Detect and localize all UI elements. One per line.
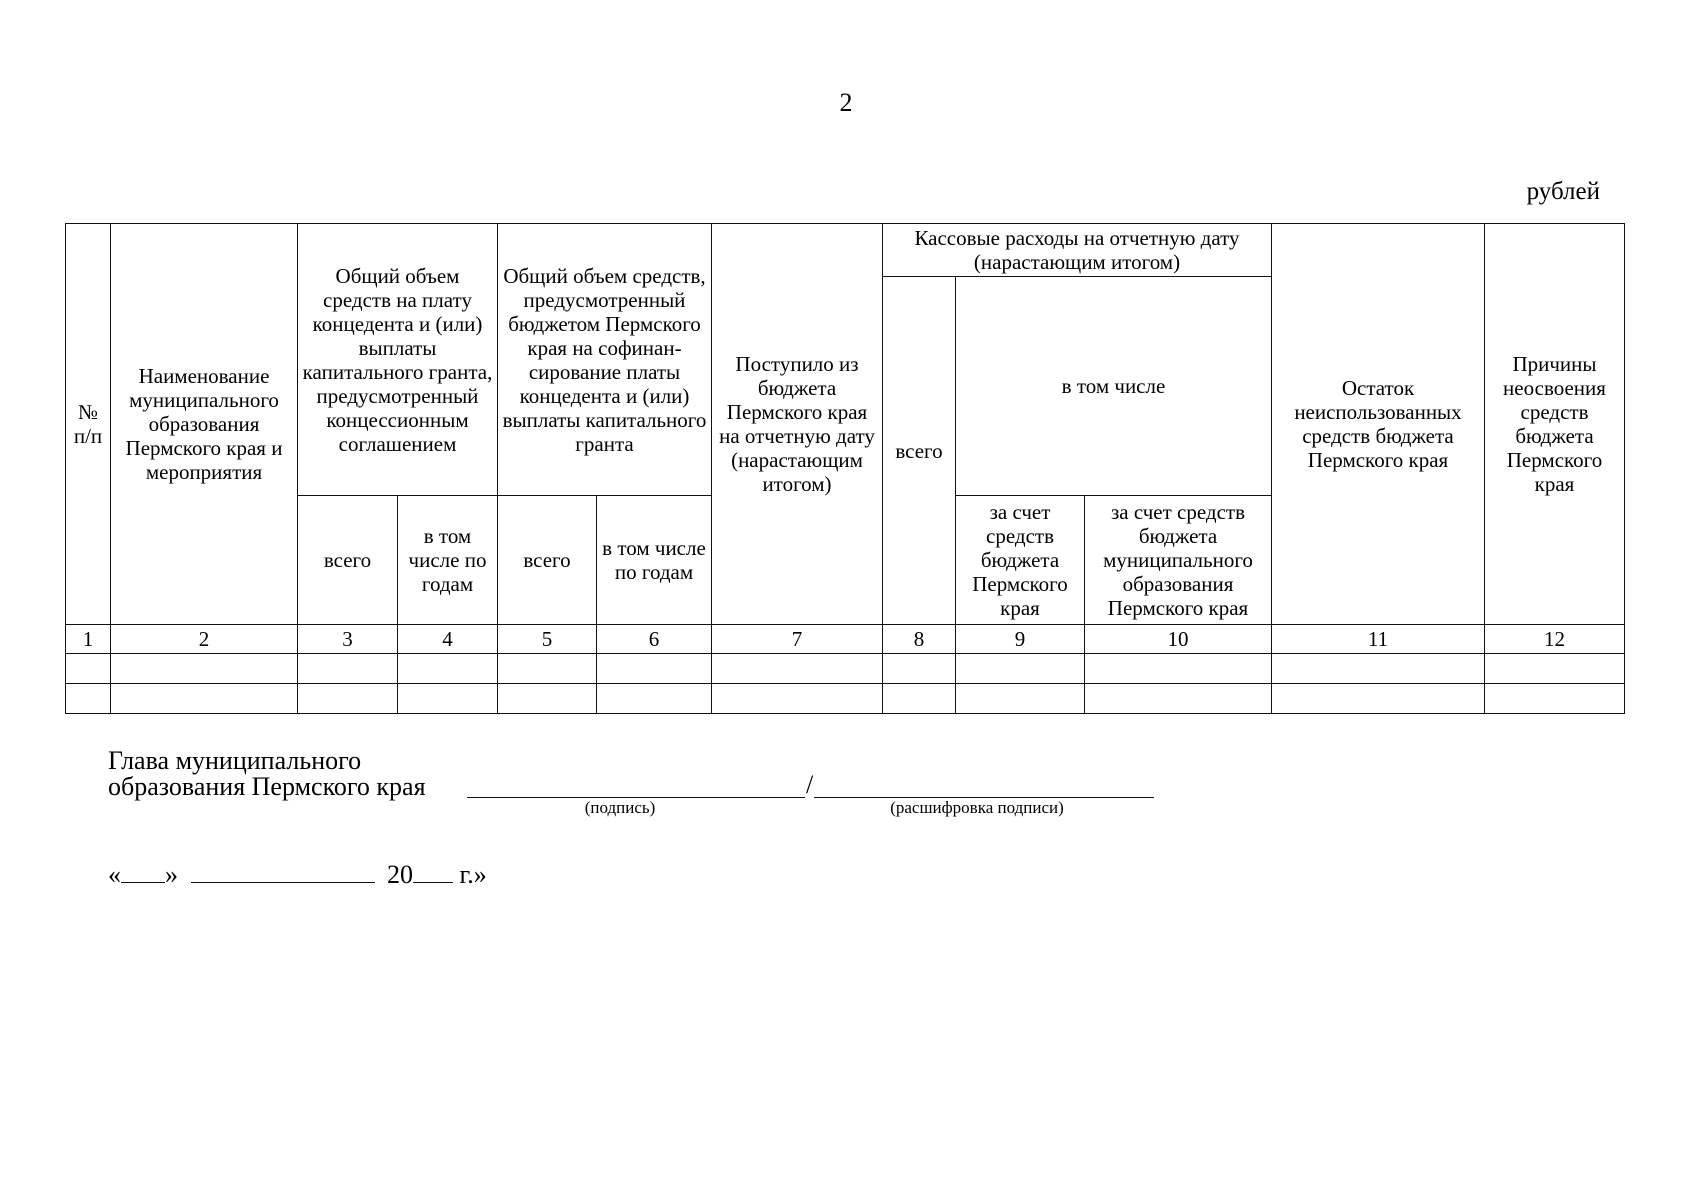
column-number: 7 [712, 625, 883, 654]
column-number: 5 [498, 625, 597, 654]
table-cell[interactable] [498, 684, 597, 714]
header-received: Поступило из бюджета Пермского края на отчетную дату (нарастающим итогом) [712, 224, 883, 625]
date-year-field[interactable] [413, 860, 453, 883]
column-number: 2 [111, 625, 298, 654]
date-open-quote: « [108, 860, 121, 889]
signatory-title [108, 748, 426, 800]
signature-separator: / [806, 770, 814, 799]
column-number: 3 [298, 625, 398, 654]
signature-decoding-caption: (расшифровка подписи) [890, 798, 1064, 817]
signatory-title-line2: образования Пермского края [108, 772, 426, 801]
date-year-prefix: 20 [387, 860, 413, 889]
header-number: № п/п [66, 224, 111, 625]
column-number: 1 [66, 625, 111, 654]
table-cell[interactable] [1272, 684, 1485, 714]
column-numbers-row [66, 625, 1625, 654]
report-table [65, 223, 1625, 714]
header-by-years-1: в том числе по годам [398, 496, 498, 625]
table-cell[interactable] [298, 654, 398, 684]
date-field [108, 860, 487, 890]
table-cell[interactable] [883, 654, 956, 684]
table-cell[interactable] [956, 684, 1085, 714]
table-cell[interactable] [1272, 654, 1485, 684]
column-number: 10 [1085, 625, 1272, 654]
table-cell[interactable] [498, 654, 597, 684]
column-number: 6 [597, 625, 712, 654]
column-number: 8 [883, 625, 956, 654]
column-number: 9 [956, 625, 1085, 654]
header-remainder: Остаток неиспользованных средств бюджета Пермского края [1272, 224, 1485, 625]
table-cell[interactable] [398, 684, 498, 714]
table-cell[interactable] [1085, 654, 1272, 684]
table-row [66, 654, 1625, 684]
header-total-cofinance: Общий объем средств, предусмотренный бюджетом Пермского края на софинан-сирование платы концедента и (или) выплаты капитального гранта [498, 224, 712, 496]
header-including: в том числе [956, 277, 1272, 496]
column-number: 11 [1272, 625, 1485, 654]
header-from-region: за счет средств бюджета Пермского края [956, 496, 1085, 625]
table-cell[interactable] [1085, 684, 1272, 714]
page-number: 2 [839, 88, 853, 117]
table-cell[interactable] [883, 684, 956, 714]
table-cell[interactable] [956, 654, 1085, 684]
table-cell[interactable] [597, 684, 712, 714]
table-cell[interactable] [712, 654, 883, 684]
header-total-2: всего [498, 496, 597, 625]
signature-caption: (подпись) [584, 798, 656, 817]
date-year-suffix: г.» [459, 860, 487, 889]
table-cell[interactable] [298, 684, 398, 714]
table-cell[interactable] [66, 654, 111, 684]
signatory-title-line1: Глава муниципального [108, 746, 362, 775]
header-cash-total: всего [883, 277, 956, 625]
table-cell[interactable] [111, 684, 298, 714]
header-total-concession: Общий объем средств на плату концедента и (или) выплаты капитального гранта, предусмотренный концессионным соглашением [298, 224, 498, 496]
table-row [66, 684, 1625, 714]
header-total-1: всего [298, 496, 398, 625]
header-by-years-2: в том числе по годам [597, 496, 712, 625]
header-reasons: Причины неосвоения средств бюджета Пермского края [1485, 224, 1625, 625]
units-label: рублей [1526, 178, 1600, 205]
table-cell[interactable] [111, 654, 298, 684]
table-cell[interactable] [1485, 654, 1625, 684]
header-from-municipal: за счет средств бюджета муниципального образования Пермского края [1085, 496, 1272, 625]
date-month-field[interactable] [191, 860, 375, 883]
table-cell[interactable] [398, 654, 498, 684]
table-cell[interactable] [597, 654, 712, 684]
header-cash-expenses: Кассовые расходы на отчетную дату (нарастающим итогом) [883, 224, 1272, 277]
table-cell[interactable] [1485, 684, 1625, 714]
date-day-field[interactable] [121, 860, 165, 883]
column-number: 12 [1485, 625, 1625, 654]
column-number: 4 [398, 625, 498, 654]
date-close-quote: » [165, 860, 178, 889]
table-cell[interactable] [66, 684, 111, 714]
table-cell[interactable] [712, 684, 883, 714]
header-name: Наименование муниципального образования Пермского края и мероприятия [111, 224, 298, 625]
